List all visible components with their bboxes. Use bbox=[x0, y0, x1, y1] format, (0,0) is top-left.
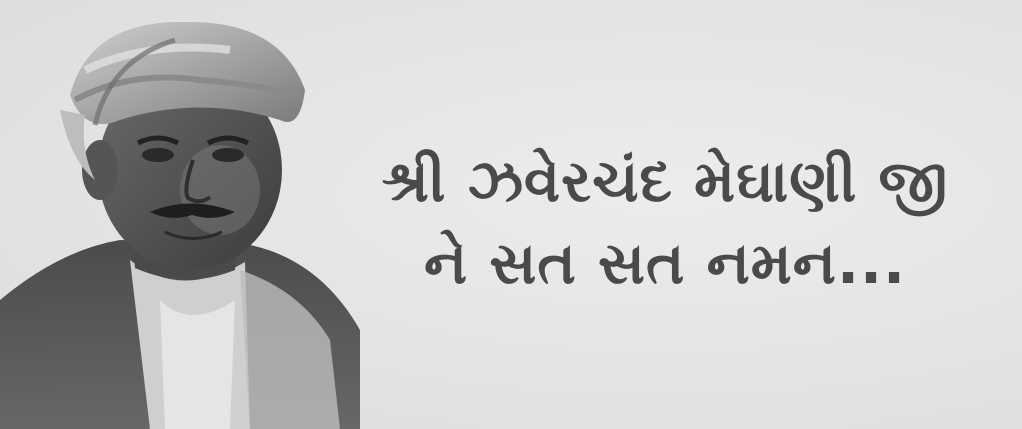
portrait-illustration-icon bbox=[0, 0, 360, 429]
tribute-headline bbox=[330, 140, 1000, 304]
headline-line-1: શ્રી ઝવેરચંદ મેઘાણી જી bbox=[381, 147, 949, 215]
headline-line-2: ને સત સત નમન... bbox=[423, 229, 907, 297]
